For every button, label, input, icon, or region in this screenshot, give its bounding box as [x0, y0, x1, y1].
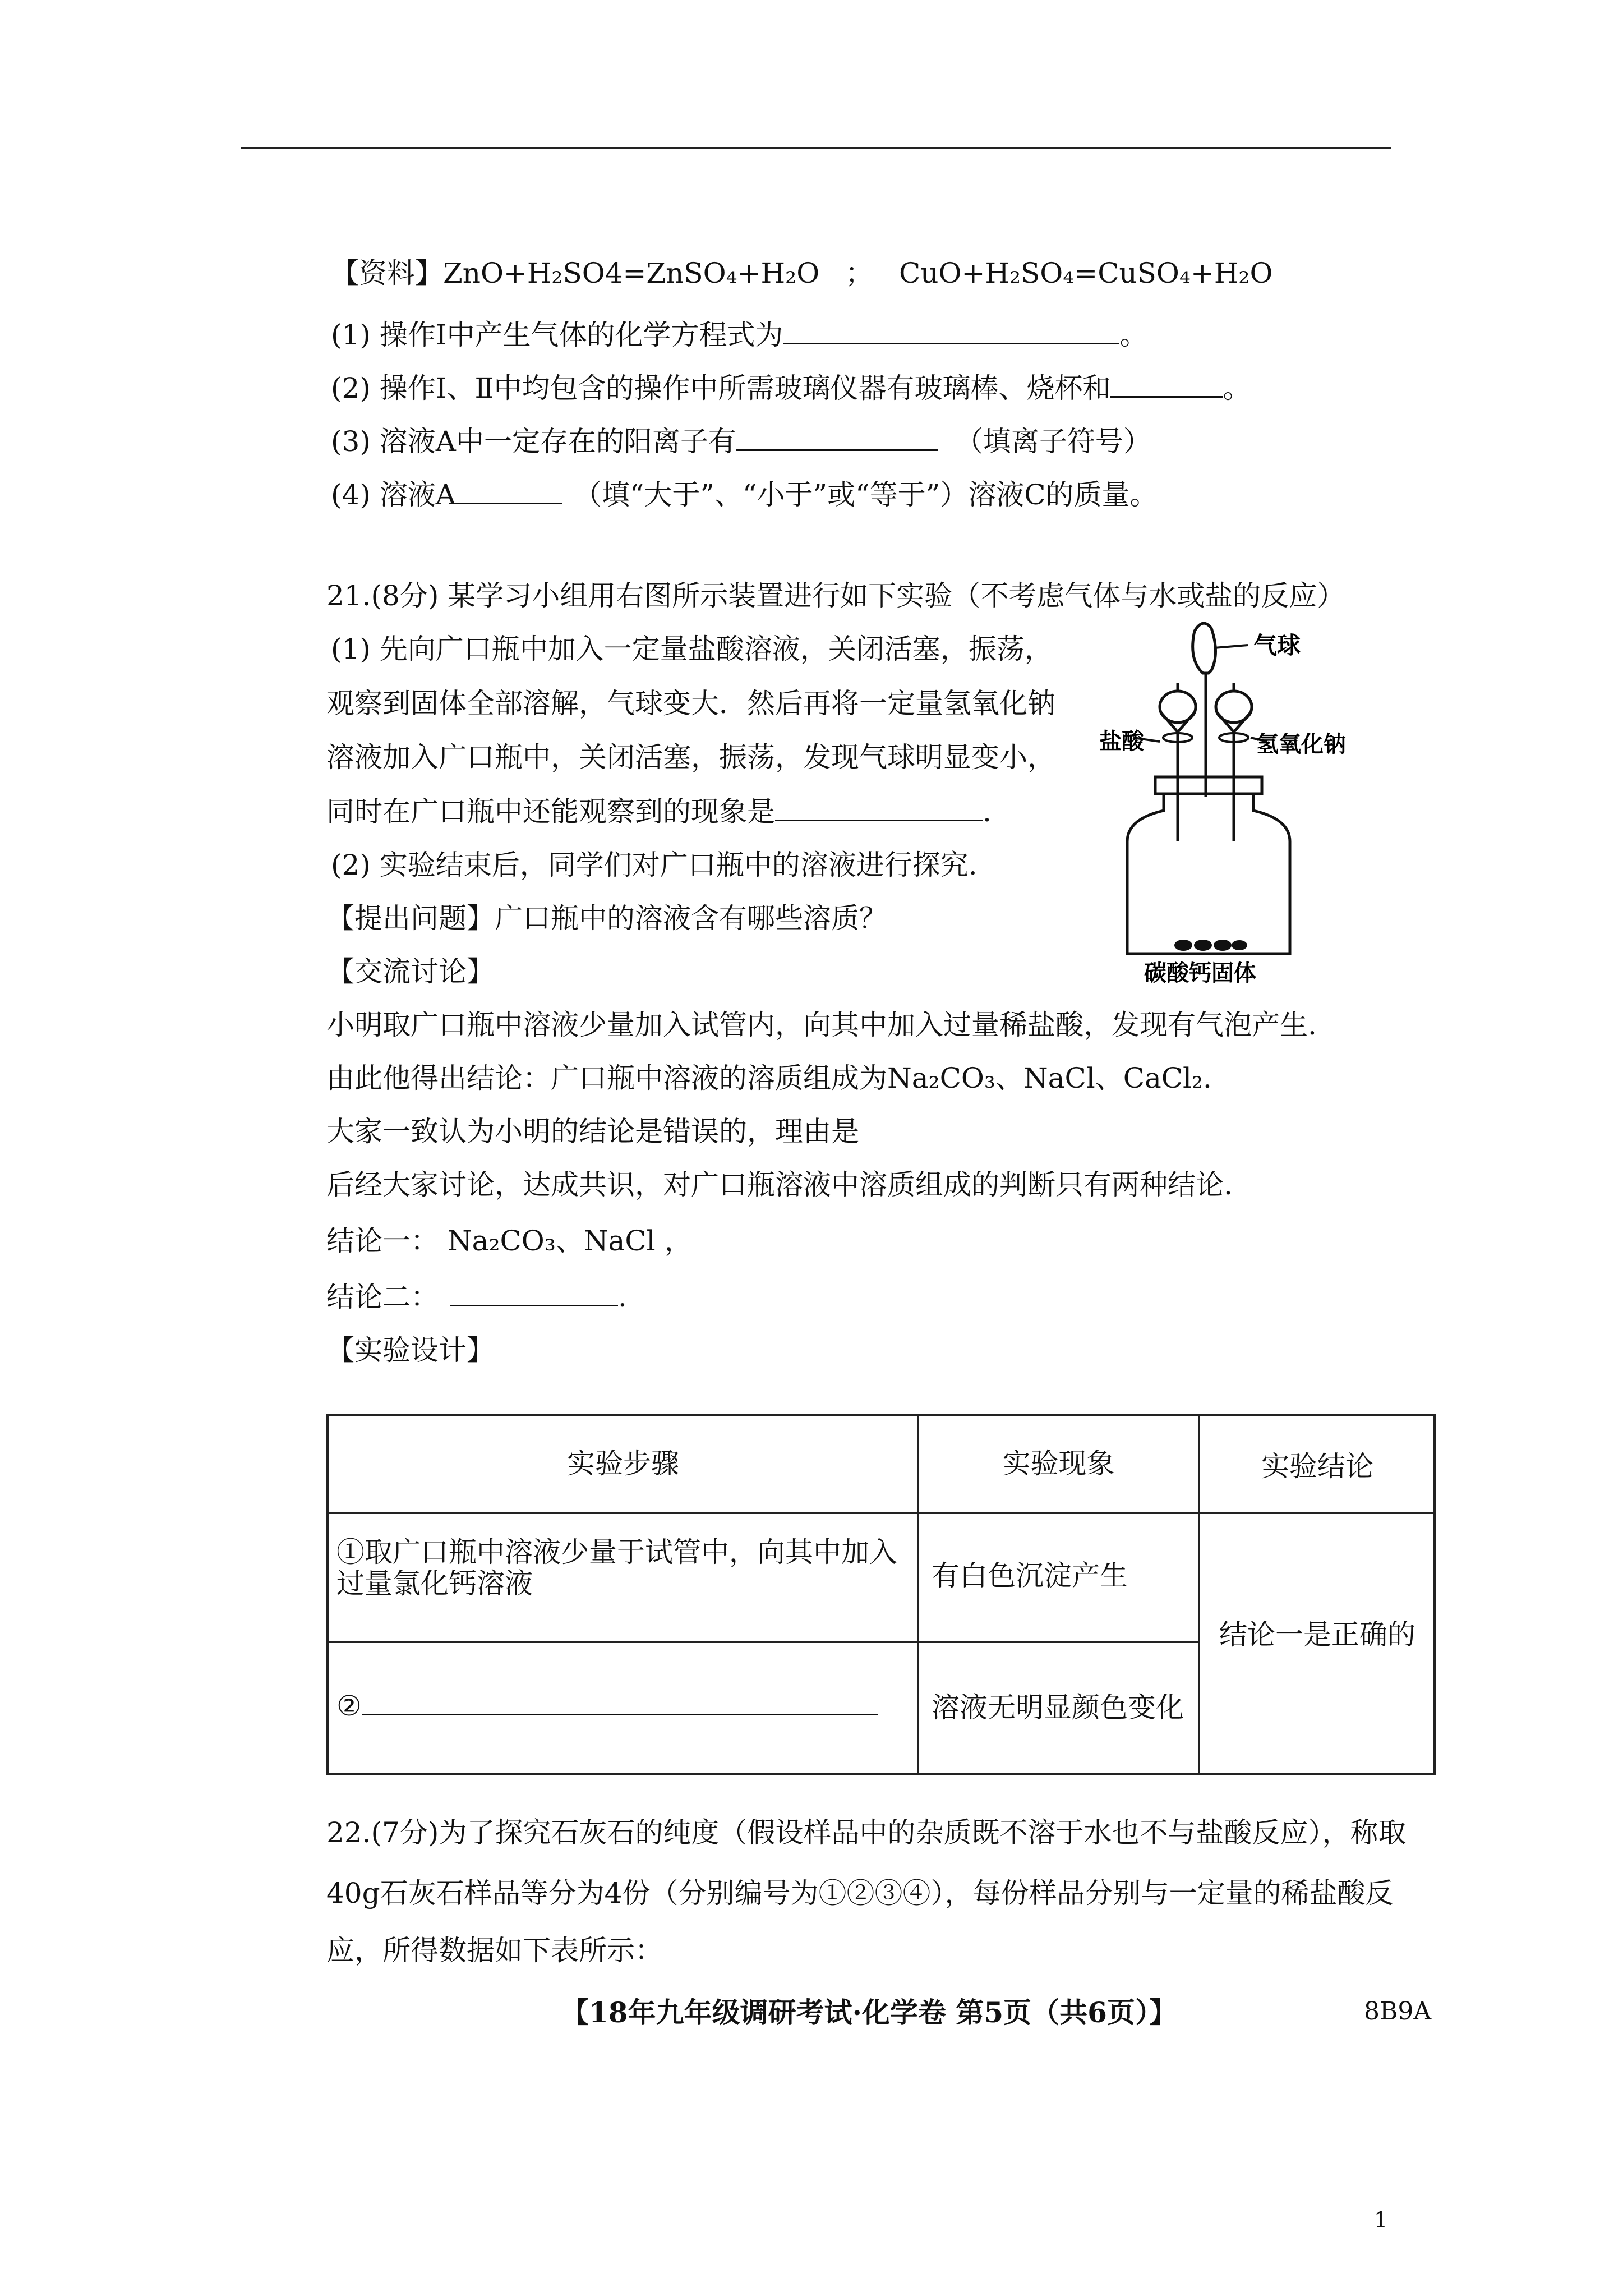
q20-p3-note: （填离子符号） [955, 425, 1151, 458]
q20-part1 [331, 317, 1147, 353]
reference-label: 【资料】 [331, 257, 443, 289]
q20-part3 [331, 424, 1151, 459]
wide-mouth-bottle [1127, 794, 1290, 954]
experiment-table [326, 1414, 1436, 1775]
header-phenomenon: 实验现象 [1002, 1447, 1115, 1480]
q21-discussion-2: 由此他得出结论：广口瓶中溶液的溶质组成为Na₂CO₃、NaCl、CaCl₂. [326, 1062, 1212, 1094]
q20-p3-text: (3) 溶液A中一定存在的阳离子有 [331, 425, 736, 458]
q21-s1-line1: (1) 先向广口瓶中加入一定量盐酸溶液，关闭活塞，振荡， [331, 633, 1053, 665]
header-step: 实验步骤 [567, 1447, 679, 1480]
top-rule [241, 147, 1391, 149]
q21-s1-line4-text: 同时在广口瓶中还能观察到的现象是 [326, 795, 775, 828]
q21-design-heading: 【实验设计】 [326, 1334, 495, 1366]
row2-phenomenon: 溶液无明显颜色变化 [932, 1691, 1184, 1724]
q20-p1-end: 。 [1119, 319, 1148, 351]
q20-part2 [331, 370, 1251, 406]
row2-step-marker: ② [336, 1690, 362, 1722]
q20-p4-text: (4) 溶液A [331, 478, 456, 511]
table-conclusion: 结论一是正确的 [1219, 1618, 1415, 1651]
q21-conclusion-2 [326, 1279, 627, 1315]
q21-title: 21.(8分) 某学习小组用右图所示装置进行如下实验（不考虑气体与水或盐的反应） [326, 579, 1345, 612]
q21-c2-text: 结论二： [326, 1281, 439, 1313]
page-footer: 【18年九年级调研考试·化学卷 第5页（共6页）】 [561, 1996, 1177, 2029]
q22-line1: 22.(7分)为了探究石灰石的纯度（假设样品中的杂质既不溶于水也不与盐酸反应），称取 [326, 1816, 1407, 1849]
q21-question: 【提出问题】广口瓶中的溶液含有哪些溶质？ [326, 902, 887, 935]
q20-p1-answer-blank[interactable] [783, 317, 1119, 344]
q20-p2-end: 。 [1223, 372, 1251, 404]
q21-discussion-4: 后经大家讨论，达成共识，对广口瓶溶液中溶质组成的判断只有两种结论. [326, 1168, 1233, 1201]
paper-code: 8B9A [1364, 1997, 1432, 2026]
row2-step-answer-blank[interactable] [362, 1688, 878, 1715]
q20-p2-answer-blank[interactable] [1110, 370, 1223, 398]
q21-s1-line3: 溶液加入广口瓶中，关闭活塞，振荡，发现气球明显变小， [326, 741, 1055, 774]
q21-discussion-heading: 【交流讨论】 [326, 955, 495, 988]
naoh-funnel [1216, 683, 1252, 841]
q21-conclusion-1: 结论一： Na₂CO₃、NaCl ， [326, 1225, 693, 1257]
q20-p4-answer-blank[interactable] [456, 477, 562, 504]
q20-part4 [331, 477, 1158, 513]
label-solid: 碳酸钙固体 [1144, 960, 1256, 986]
q20-p4-note: （填“大于”、“小于”或“等于”）溶液C的质量。 [573, 478, 1158, 511]
reference-line [331, 255, 1272, 291]
reference-sep: ； [845, 257, 874, 289]
reference-eq2: CuO+H₂SO₄=CuSO₄+H₂O [899, 257, 1273, 289]
q22-line2: 40g石灰石样品等分为4份（分别编号为①②③④），每份样品分别与一定量的稀盐酸反 [326, 1877, 1394, 1910]
header-conclusion: 实验结论 [1261, 1450, 1373, 1483]
q21-s1-answer-blank[interactable] [775, 794, 983, 821]
q21-s1-line4 [326, 794, 992, 830]
row1-step: ①取广口瓶中溶液少量于试管中，向其中加入过量氯化钙溶液 [336, 1536, 897, 1600]
q20-p1-text: (1) 操作Ⅰ中产生气体的化学方程式为 [331, 319, 783, 351]
balloon-icon [1193, 623, 1216, 673]
label-hcl: 盐酸 [1099, 729, 1144, 754]
calcium-carbonate-solid [1174, 940, 1247, 951]
row1-phenomenon: 有白色沉淀产生 [932, 1559, 1128, 1592]
q22-line3: 应，所得数据如下表所示： [326, 1934, 663, 1967]
label-naoh: 氢氧化钠 [1256, 731, 1346, 757]
q21-discussion-1: 小明取广口瓶中溶液少量加入试管内，向其中加入过量稀盐酸，发现有气泡产生. [326, 1009, 1317, 1041]
reference-eq1: ZnO+H₂SO4=ZnSO₄+H₂O [443, 257, 820, 289]
label-balloon: 气球 [1253, 632, 1301, 659]
q21-s1-line4-end: . [983, 795, 992, 828]
q21-s1-line2: 观察到固体全部溶解，气球变大．然后再将一定量氢氧化钠 [326, 687, 1055, 720]
q21-s2: (2) 实验结束后，同学们对广口瓶中的溶液进行探究. [331, 849, 978, 881]
apparatus-figure [1099, 617, 1357, 987]
hcl-funnel [1160, 683, 1196, 841]
q21-c2-end: . [618, 1281, 627, 1313]
q20-p2-text: (2) 操作Ⅰ、Ⅱ中均包含的操作中所需玻璃仪器有玻璃棒、烧杯和 [331, 372, 1111, 404]
page-number: 1 [1374, 2207, 1388, 2232]
q21-c2-answer-blank[interactable] [450, 1279, 618, 1306]
q20-p3-answer-blank[interactable] [736, 424, 938, 451]
q21-discussion-3: 大家一致认为小明的结论是错误的，理由是 [326, 1115, 859, 1148]
row2-step [336, 1688, 909, 1723]
